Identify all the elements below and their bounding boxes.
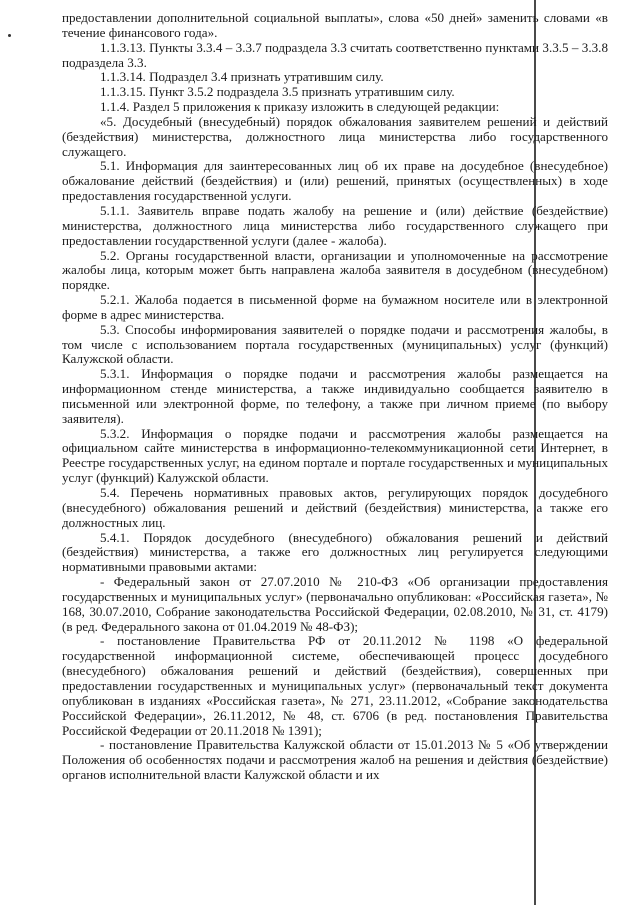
paragraph-7: 5.1. Информация для заинтересованных лиц об их праве на досудебное (внесудебное) обжалование действий (бездействия) и (или) решений, принятых (осуществленных) в ходе предоставления государственной услуги. [62,158,608,204]
paragraph-13: 5.3.2. Информация о порядке подачи и рассмотрения жалобы размещается на официальном сайте министерства в информационно-телекоммуникационной сети Интернет, в Реестре государственных услуг, на едином портале и портале государственных и муниципальных услуг (функций) Калужской области. [62,425,608,486]
paragraph-17: - постановление Правительства РФ от 20.11.2012 № 1198 «О федеральной государственной информационной системе, обеспечивающей процесс досудебного (внесудебного) обжалования решений и действий (бездействия), совершенных при предоставлении государственных и муниципальных услуг» (первоначальный текст документа опубликован в изданиях «Российская газета», № 271, 23.11.2012, «Собрание законодательства Российской Федерации», 26.11.2012, № 48, ст. 6706 (в ред. постановления Правительства Российской Федерации от 20.11.2018 № 1391); [62,633,608,738]
paragraph-3: 1.1.3.14. Подраздел 3.4 признать утратившим силу. [100,69,384,85]
paragraph-5: 1.1.4. Раздел 5 приложения к приказу изложить в следующей редакции: [100,99,500,115]
paragraph-8: 5.1.1. Заявитель вправе подать жалобу на решение и (или) действие (бездействие) министерства, должностного лица министерства либо государственного служащего при предоставлении государственной услуги (далее - жалоба). [62,202,608,248]
paragraph-6: «5. Досудебный (внесудебный) порядок обжалования заявителем решений и действий (бездействия) министерства, должностного лица министерства либо государственного служащего. [62,113,608,159]
paragraph-11: 5.3. Способы информирования заявителей о порядке подачи и рассмотрения жалобы, в том числе с использованием портала государственных (муниципальных) услуг (функций) Калужской области. [62,321,608,367]
document-body [62,11,608,783]
paragraph-14: 5.4. Перечень нормативных правовых актов, регулирующих порядок досудебного (внесудебного) обжалования решений и действий (бездействия) министерства, а также его должностных лиц. [62,485,608,530]
paragraph-4: 1.1.3.15. Пункт 3.5.2 подраздела 3.5 признать утратившим силу. [100,84,455,100]
paragraph-9: 5.2. Органы государственной власти, организации и уполномоченные на рассмотрение жалобы лица, которым может быть направлена жалоба заявителя в досудебном (внесудебном) порядке. [62,247,608,293]
paragraph-1: предоставлении дополнительной социальной выплаты», слова «50 дней» заменить словами «в течение финансового года». [62,10,608,40]
paragraph-12: 5.3.1. Информация о порядке подачи и рассмотрения жалобы размещается на информационном стенде министерства, а также индивидуально сообщается заявителю в письменной или электронной форме, по телефону, а также при личном приеме (по выбору заявителя). [62,366,608,426]
scan-speck [8,34,11,37]
paragraph-15: 5.4.1. Порядок досудебного (внесудебного) обжалования решений и действий (бездействия) министерства, а также его должностных лиц регулируется следующими нормативными правовыми актами: [62,529,608,575]
paragraph-18: - постановление Правительства Калужской области от 15.01.2013 № 5 «Об утверждении Положения об особенностях подачи и рассмотрения жалоб на решения и действия (бездействие) органов исполнительной власти Калужской области и их [62,737,608,783]
paragraph-16: - Федеральный закон от 27.07.2010 № 210-ФЗ «Об организации предоставления государственных и муниципальных услуг» (первоначально опубликован: «Российская газета», № 168, 30.07.2010, Собрание законодательства Российской Федерации, 02.08.2010, № 31, ст. 4179) (в ред. Федерального закона от 01.04.2019 № 48-ФЗ); [62,574,608,634]
paragraph-2: 1.1.3.13. Пункты 3.3.4 – 3.3.7 подраздела 3.3 считать соответственно пунктами 3.3.5 – 3.3.8 подраздела 3.3. [62,39,608,70]
paragraph-10: 5.2.1. Жалоба подается в письменной форме на бумажном носителе или в электронной форме в адрес министерства. [62,292,608,322]
